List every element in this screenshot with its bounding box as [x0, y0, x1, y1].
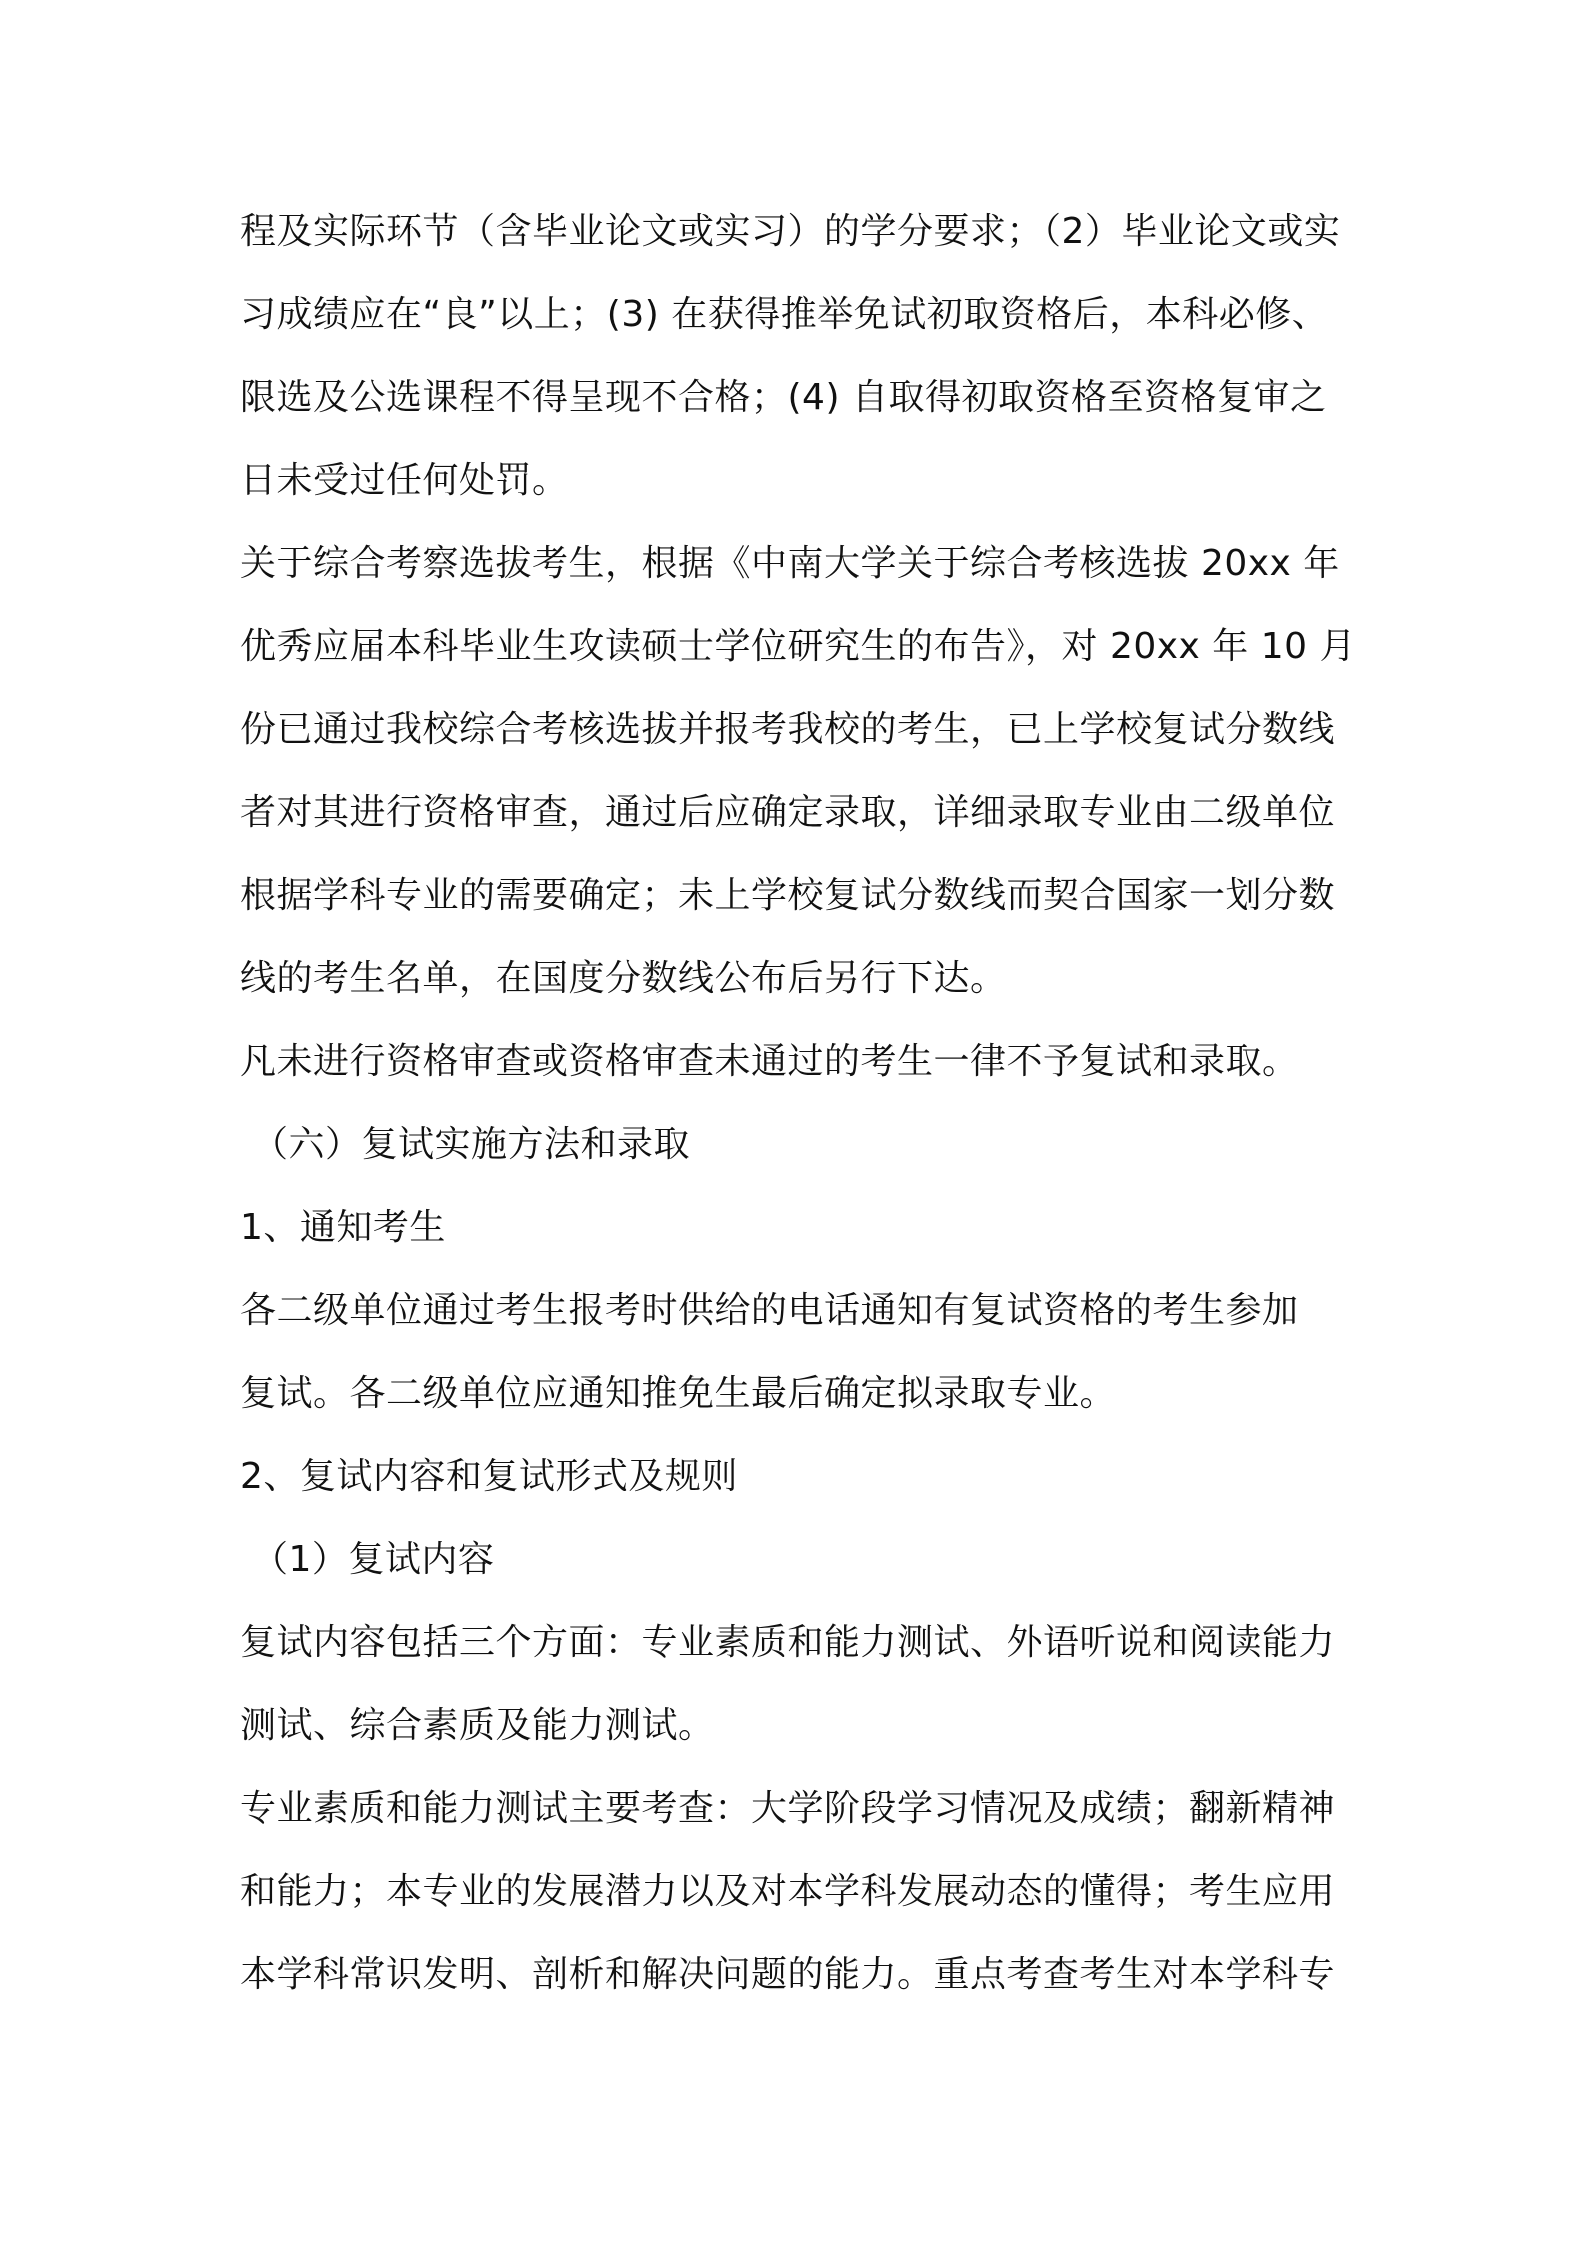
subsection-heading: 2、复试内容和复试形式及规则	[240, 1456, 738, 1497]
text-line: 专业素质和能力测试主要考查：大学阶段学习情况及成绩；翻新精神	[240, 1788, 1336, 1829]
text-line: 测试、综合素质及能力测试。	[240, 1705, 715, 1746]
text-line: 线的考生名单，在国度分数线公布后另行下达。	[240, 958, 1007, 999]
text-line: 复试内容包括三个方面：专业素质和能力测试、外语听说和阅读能力	[240, 1622, 1336, 1663]
text-line: 者对其进行资格审查，通过后应确定录取，详细录取专业由二级单位	[240, 792, 1336, 833]
text-line: 凡未进行资格审查或资格审查未通过的考生一律不予复试和录取。	[240, 1041, 1299, 1082]
text-line: 习成绩应在“良”以上；(3) 在获得推举免试初取资格后，本科必修、	[240, 294, 1329, 335]
text-line: 优秀应届本科毕业生攻读硕士学位研究生的布告》，对 20xx 年 10 月	[240, 626, 1357, 667]
text-line: 各二级单位通过考生报考时供给的电话通知有复试资格的考生参加	[240, 1290, 1299, 1331]
item-heading: （1）复试内容	[252, 1539, 495, 1580]
document-body	[240, 190, 1360, 2016]
subsection-heading: 1、通知考生	[240, 1207, 446, 1248]
text-line: 限选及公选课程不得呈现不合格；(4) 自取得初取资格至资格复审之	[240, 377, 1327, 418]
text-line: 本学科常识发明、剖析和解决问题的能力。重点考查考生对本学科专	[240, 1954, 1336, 1995]
section-heading: （六）复试实施方法和录取	[252, 1124, 691, 1165]
text-line: 份已通过我校综合考核选拔并报考我校的考生，已上学校复试分数线	[240, 709, 1336, 750]
text-line: 关于综合考察选拔考生，根据《中南大学关于综合考核选拔 20xx 年	[240, 543, 1340, 584]
text-line: 程及实际环节（含毕业论文或实习）的学分要求；（2）毕业论文或实	[240, 211, 1341, 252]
text-line: 和能力；本专业的发展潜力以及对本学科发展动态的懂得；考生应用	[240, 1871, 1336, 1912]
text-line: 复试。各二级单位应通知推免生最后确定拟录取专业。	[240, 1373, 1117, 1414]
text-line: 日未受过任何处罚。	[240, 460, 569, 501]
text-line: 根据学科专业的需要确定；未上学校复试分数线而契合国家一划分数	[240, 875, 1336, 916]
